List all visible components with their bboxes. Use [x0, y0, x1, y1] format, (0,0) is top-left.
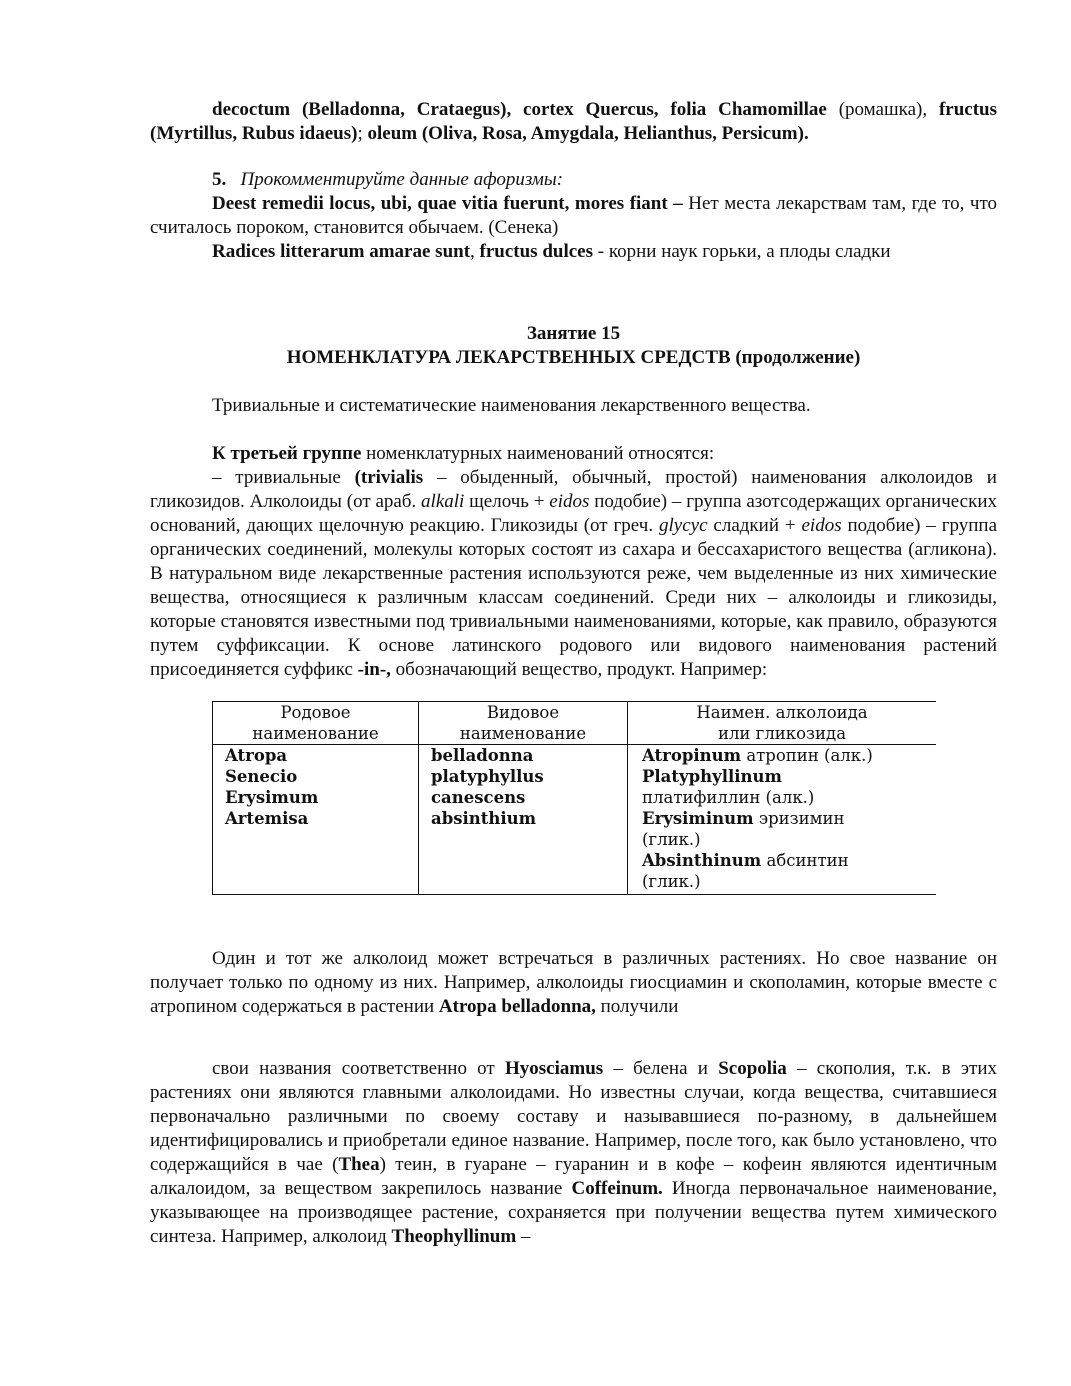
table-header-species: [419, 702, 628, 745]
text-span: подобие) – группа органических соединений, молекулы которых состоят из сахара и бессахаристого вещества (агликона). В натуральном виде лекарственные растения используются реже, чем выделенные из них химические вещества, относящиеся к различным классам соединений. Среди них – алколоиды и гликозиды, которые становятся известными под тривиальными наименованиями, которые, как правило, образуются путем суффиксации. К основе латинского родового или видового наименования растений присоединяется суффикс: [150, 515, 998, 680]
bold-term: К третьей группе: [212, 443, 362, 464]
genus-cell: [213, 745, 419, 895]
text-span: Иногда первоначальное наименование, указывающее на производящее растение, сохраняется при получении вещества путем химического синтеза. Например, алколоид: [150, 1178, 997, 1247]
genus-name: Artemisa: [225, 809, 309, 828]
italic-term: eidos: [549, 491, 590, 512]
latin-term: Hyosciamus: [504, 1058, 604, 1079]
substance-line: [642, 871, 936, 892]
names-paragraph: [150, 1057, 997, 1249]
table-header-genus: [213, 702, 419, 745]
species-name: absinthium: [431, 809, 537, 828]
text-span: ) теин, в гуаране – гуаранин и в кофе – кофеин являются идентичным алкалоидом, за веществом закрепилось название: [150, 1154, 998, 1199]
lesson-title: Занятие 15: [526, 323, 621, 344]
spacer: [150, 418, 997, 442]
species-name: canescens: [431, 788, 526, 807]
substance-cell: [628, 745, 937, 895]
substance-rus: абсинтин: [761, 851, 849, 870]
text-span: номенклатурных наименований относятся:: [361, 443, 715, 464]
header-line: наименование: [459, 724, 587, 743]
text-span: –: [516, 1226, 531, 1247]
latin-terms: fructus (Myrtillus, Rubus idaeus): [150, 99, 997, 144]
genus-name: Atropa: [225, 746, 288, 765]
species-cell: [419, 745, 628, 895]
substance-line: [642, 808, 936, 829]
substance-line: [642, 829, 936, 850]
substance-line: [642, 766, 936, 787]
substance-line: [642, 787, 936, 808]
lesson-subtitle: НОМЕНКЛАТУРА ЛЕКАРСТВЕННЫХ СРЕДСТВ (продолжение): [286, 347, 861, 368]
italic-term: glycyc: [658, 515, 708, 536]
plant-forms-paragraph: [150, 98, 997, 146]
species-name: belladonna: [431, 746, 534, 765]
latin-term: (trivialis: [354, 467, 424, 488]
header-line: или гликозида: [717, 724, 847, 743]
aphorism-translation: Нет места лекарствам там, где то, что считалось пороком, становится обычаем. (Сенека): [150, 193, 998, 238]
latin-term: Thea: [338, 1154, 380, 1175]
text-span: – белена и: [603, 1058, 719, 1079]
substance-line: [642, 745, 936, 766]
header-line: Наимен. алколоида: [696, 703, 868, 722]
task-text: Прокомментируйте данные афоризмы:: [240, 169, 564, 190]
alkaloid-table: [212, 701, 936, 895]
task-number: 5.: [212, 169, 227, 190]
header-line: Видовое: [486, 703, 560, 722]
genus-name: Erysimum: [225, 788, 319, 807]
aphorism-2: [150, 240, 997, 264]
third-group-paragraph: [150, 442, 997, 466]
italic-term: alkali: [421, 491, 465, 512]
species-name: platyphyllus: [431, 767, 544, 786]
spacer: [150, 895, 997, 947]
spacer: [150, 682, 997, 701]
suffix-term: -in-,: [357, 659, 391, 680]
text-span: получили: [595, 996, 679, 1017]
alkaloid-origin-paragraph: [150, 947, 997, 1019]
text-span: сладкий +: [707, 515, 802, 536]
aphorism-latin: Deest remedii locus, ubi, quae vitia fuerunt, mores fiant –: [212, 193, 683, 214]
text-span: – обыденный, обычный, простой) наименования алколоидов и гликозидов. Алколоиды (от араб.: [150, 467, 997, 512]
text-span: ,: [470, 241, 480, 262]
substance-rus: платифиллин (алк.): [642, 788, 815, 807]
table-row: [213, 745, 937, 895]
table-header-row: [213, 702, 937, 745]
substance-latin: Atropinum: [642, 746, 742, 765]
aphorism-translation: - корни наук горьки, а плоды сладки: [593, 241, 891, 262]
italic-term: eidos: [801, 515, 842, 536]
latin-term: Theophyllinum: [391, 1226, 517, 1247]
text-span: (ромашка),: [826, 99, 939, 120]
spacer: [150, 146, 997, 168]
latin-term: Scopolia: [718, 1058, 787, 1079]
substance-latin: Erysiminum: [642, 809, 754, 828]
substance-latin: Platyphyllinum: [642, 767, 782, 786]
text-span: – скополия, т.к. в этих растениях они являются главными алколоидами. Но известны случаи, когда вещества, считавшиеся первоначально различными по своему составу и называвшиеся по-разному, в дальнейшем идентифицировались и приобретали единое название. Например, после того, как было установлено, что содержащийся в чае (: [150, 1058, 997, 1175]
text-span: щелочь +: [464, 491, 550, 512]
spacer: [150, 264, 997, 322]
aphorism-1: [150, 192, 997, 240]
text-span: ;: [357, 123, 368, 144]
spacer: [150, 370, 997, 394]
substance-line: [642, 850, 936, 871]
latin-terms: decoctum (Belladonna, Crataegus), cortex Quercus, folia Chamomillae: [212, 99, 827, 120]
task-5-heading: [150, 168, 997, 192]
aphorism-latin: Radices litterarum amarae sunt: [212, 241, 471, 262]
latin-terms: oleum (Oliva, Rosa, Amygdala, Helianthus, Persicum).: [367, 123, 809, 144]
substance-rus: (глик.): [642, 830, 701, 849]
substance-rus: эризимин: [753, 809, 845, 828]
genus-name: Senecio: [225, 767, 298, 786]
header-line: Родовое: [280, 703, 351, 722]
text-span: – тривиальные: [212, 467, 355, 488]
document-page: [150, 98, 997, 1249]
text-span: Один и тот же алколоид может встречаться в различных растениях. Но свое название он получает только по одному из них. Например, алколоиды гиосциамин и скополамин, которые вместе с атропином содержаться в растении: [150, 948, 997, 1017]
table-header-substance: [628, 702, 937, 745]
substance-rus: (глик.): [642, 872, 701, 891]
header-line: наименование: [252, 724, 379, 743]
substance-latin: Absinthinum: [642, 851, 762, 870]
aphorism-latin: fructus dulces: [479, 241, 594, 262]
substance-rus: атропин (алк.): [741, 746, 873, 765]
trivial-names-paragraph: [150, 466, 997, 682]
intro-paragraph: Тривиальные и систематические наименования лекарственного вещества.: [212, 395, 811, 416]
latin-term: Coffeinum.: [571, 1178, 663, 1199]
latin-term: Atropa belladonna,: [438, 996, 596, 1017]
text-span: обозначающий вещество, продукт. Например:: [390, 659, 768, 680]
text-span: свои названия соответственно от: [212, 1058, 505, 1079]
text-span: подобие) – группа азотсодержащих органических оснований, дающих щелочную реакцию. Гликозиды (от греч.: [150, 491, 997, 536]
spacer: [150, 1019, 997, 1057]
